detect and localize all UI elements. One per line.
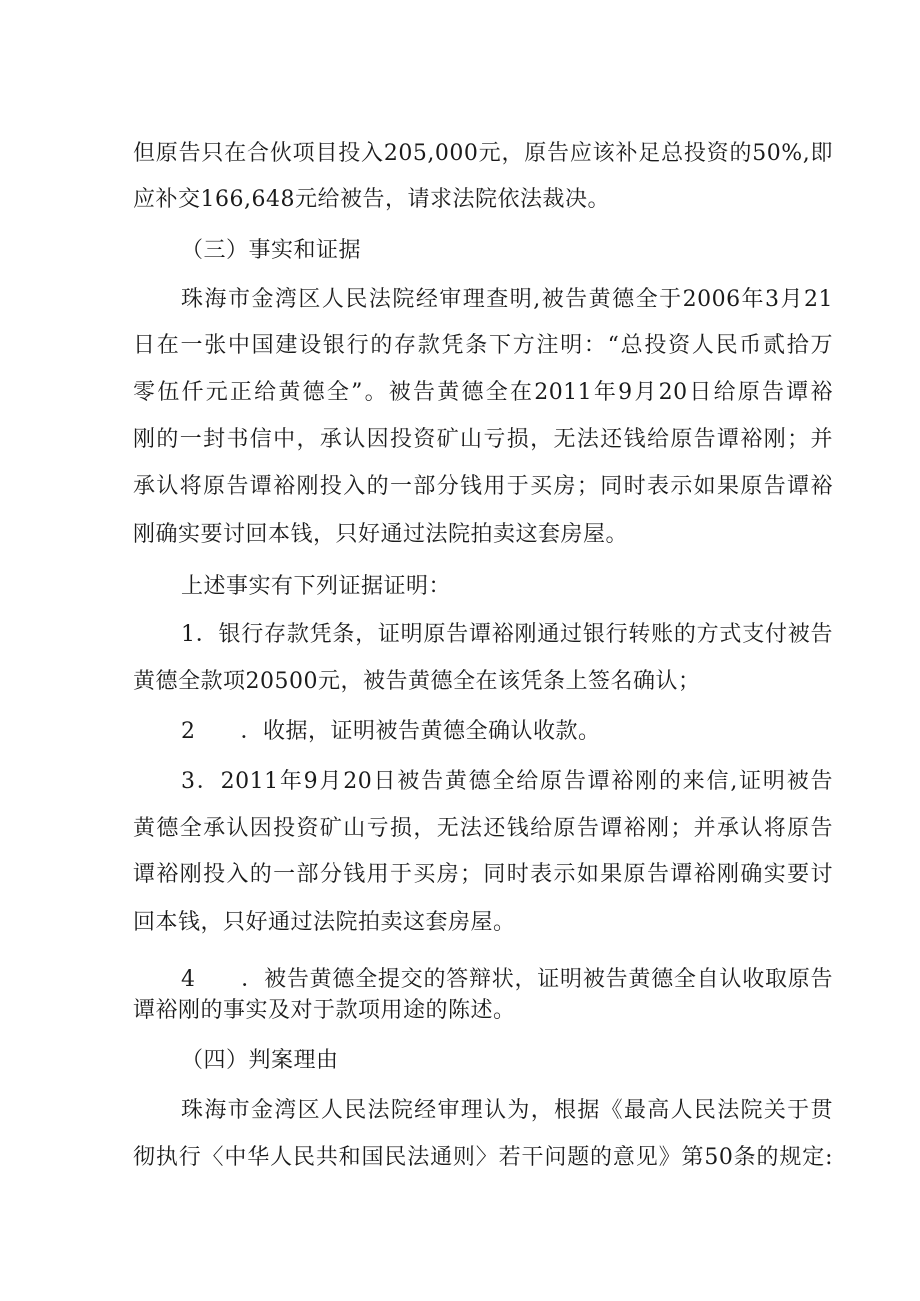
text-line-22: 彻执行〈中华人民共和国民法通则〉若干问题的意见》第50条的规定: xyxy=(133,1145,833,1170)
text-line-15: 黄德全承认因投资矿山亏损，无法还钱给原告谭裕刚；并承认将原告 xyxy=(133,816,833,841)
text-line-4: 珠海市金湾区人民法院经审理查明,被告黄德全于2006年3月21 xyxy=(181,287,833,312)
text-line-7: 刚的一封书信中，承认因投资矿山亏损，无法还钱给原告谭裕刚；并 xyxy=(133,427,833,452)
text-line-5: 日在一张中国建设银行的存款凭条下方注明：“总投资人民币贰拾万 xyxy=(133,333,833,358)
text-line-6: 零伍仟元正给黄德全”。被告黄德全在2011年9月20日给原告谭裕 xyxy=(133,380,833,405)
text-line-8: 承认将原告谭裕刚投入的一部分钱用于买房；同时表示如果原告谭裕 xyxy=(133,474,833,499)
text-line-2: 应补交166,648元给被告，请求法院依法裁决。 xyxy=(133,187,610,212)
evidence-item-1: 1．银行存款凭条，证明原告谭裕刚通过银行转账的方式支付被告 xyxy=(181,622,833,647)
text-line-17: 回本钱，只好通过法院拍卖这套房屋。 xyxy=(133,910,516,935)
evidence-item-3: 3．2011年9月20日被告黄德全给原告谭裕刚的来信,证明被告 xyxy=(181,769,833,794)
text-line-21: 珠海市金湾区人民法院经审理认为，根据《最高人民法院关于贯 xyxy=(181,1098,833,1123)
section-heading-facts: （三）事实和证据 xyxy=(181,238,362,263)
text-line-9: 刚确实要讨回本钱，只好通过法院拍卖这套房屋。 xyxy=(133,522,629,547)
section-heading-reasons: （四）判案理由 xyxy=(181,1048,339,1073)
evidence-item-2: 2 ．收据，证明被告黄德全确认收款。 xyxy=(181,719,601,744)
text-line-19: 谭裕刚的事实及对于款项用途的陈述。 xyxy=(133,998,516,1023)
text-line-16: 谭裕刚投入的一部分钱用于买房；同时表示如果原告谭裕刚确实要讨 xyxy=(133,862,833,887)
text-line-10: 上述事实有下列证据证明： xyxy=(181,574,452,599)
text-line-1: 但原告只在合伙项目投入205,000元，原告应该补足总投资的50%,即 xyxy=(133,141,833,166)
evidence-item-4: 4 ．被告黄德全提交的答辩状，证明被告黄德全自认收取原告 xyxy=(181,967,833,992)
text-line-12: 黄德全款项20500元，被告黄德全在该凭条上签名确认； xyxy=(133,669,701,694)
